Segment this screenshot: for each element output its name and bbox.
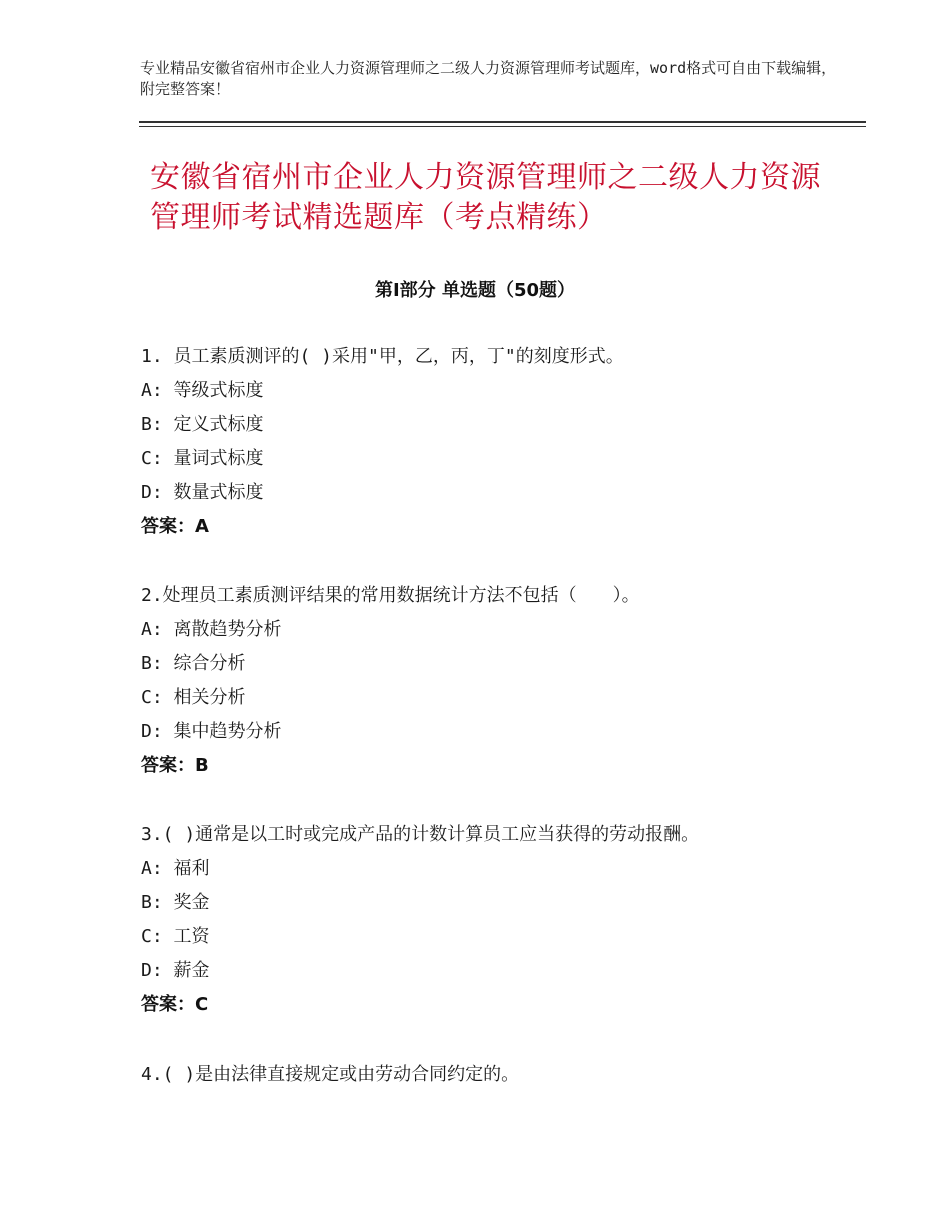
option-b: B: 奖金: [141, 892, 210, 913]
option-c: C: 工资: [141, 926, 210, 947]
header-note: 专业精品安徽省宿州市企业人力资源管理师之二级人力资源管理师考试题库，word格式可自由下载编辑，附完整答案！: [140, 59, 837, 98]
section-heading: 第Ⅰ部分 单选题（50题）: [374, 280, 575, 301]
option-b: B: 综合分析: [141, 653, 246, 674]
header-rule-thin: [139, 126, 866, 127]
question-stem: 2.处理员工素质测评结果的常用数据统计方法不包括（ ）。: [141, 585, 640, 606]
option-d: D: 数量式标度: [141, 482, 264, 503]
question-stem: 3.( )通常是以工时或完成产品的计数计算员工应当获得的劳动报酬。: [141, 824, 700, 845]
document-title: 安徽省宿州市企业人力资源管理师之二级人力资源管理师考试精选题库（考点精练）: [150, 160, 821, 235]
question-3: [141, 818, 841, 1022]
option-d: D: 薪金: [141, 960, 210, 981]
answer: 答案：A: [141, 516, 209, 537]
question-1: [141, 340, 841, 544]
option-b: B: 定义式标度: [141, 414, 264, 435]
option-a: A: 离散趋势分析: [141, 619, 282, 640]
option-c: C: 相关分析: [141, 687, 246, 708]
question-4: [141, 1058, 841, 1092]
header-rule-thick: [139, 121, 866, 123]
answer: 答案：C: [141, 994, 209, 1015]
question-stem: 1. 员工素质测评的( )采用"甲，乙，丙，丁"的刻度形式。: [141, 346, 624, 367]
answer: 答案：B: [141, 755, 209, 776]
question-2: [141, 579, 841, 783]
option-a: A: 福利: [141, 858, 210, 879]
option-c: C: 量词式标度: [141, 448, 264, 469]
question-stem: 4.( )是由法律直接规定或由劳动合同约定的。: [141, 1064, 520, 1085]
option-d: D: 集中趋势分析: [141, 721, 282, 742]
option-a: A: 等级式标度: [141, 380, 264, 401]
